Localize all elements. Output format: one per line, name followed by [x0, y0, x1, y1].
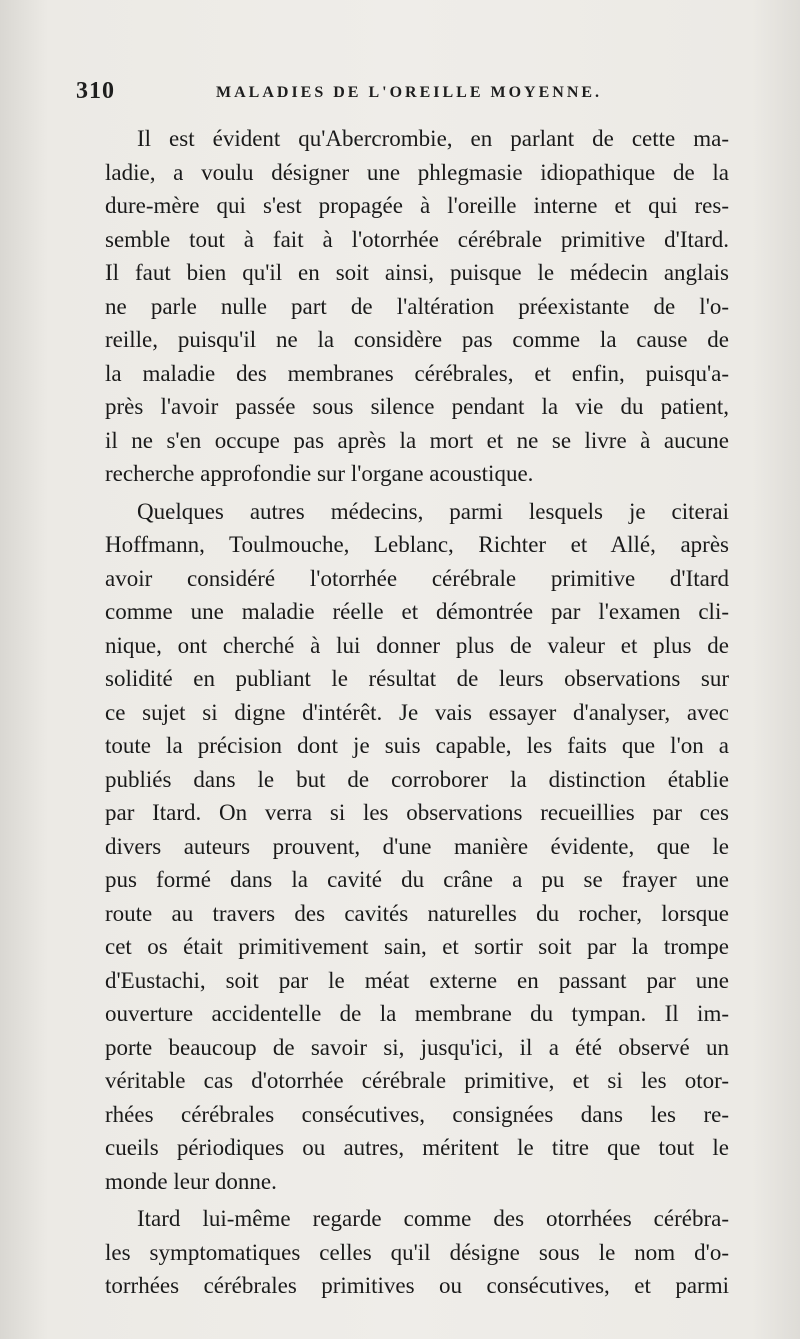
text-line: d'Eustachi, soit par le méat externe en passant par une — [105, 967, 729, 993]
text-line: solidité en publiant le résultat de leurs observations sur — [105, 666, 729, 691]
paragraph-3 — [75, 1202, 729, 1303]
text-line: dure-mère qui s'est propagée à l'oreille interne et qui res- — [105, 193, 729, 218]
text-line: véritable cas d'otorrhée cérébrale primitive, et si les otor- — [105, 1068, 729, 1093]
text-line: Il est évident qu'Abercrombie, en parlant de cette ma- — [137, 126, 729, 151]
text-line: recherche approfondie sur l'organe acoustique. — [105, 461, 534, 486]
text-line: avoir considéré l'otorrhée cérébrale primitive d'Itard — [105, 565, 729, 591]
text-line: reille, puisqu'il ne la considère pas comme la cause de — [105, 327, 729, 352]
text-line: cueils périodiques ou autres, méritent le titre que tout le — [105, 1135, 729, 1160]
page-body — [75, 122, 729, 1303]
text-line: ne parle nulle part de l'altération préexistante de l'o- — [105, 293, 729, 319]
text-line: publiés dans le but de corroborer la distinction établie — [105, 766, 729, 792]
text-line: comme une maladie réelle et démontrée par l'examen cli- — [105, 599, 729, 624]
text-line: rhées cérébrales consécutives, consignées dans les re- — [105, 1101, 729, 1127]
text-line: torrhées cérébrales primitives ou consécutives, et parmi — [105, 1273, 729, 1298]
text-line: ladie, a voulu désigner une phlegmasie idiopathique de la — [105, 159, 729, 185]
text-line: ce sujet si digne d'intérêt. Je vais essayer d'analyser, avec — [105, 699, 729, 725]
text-line: ouverture accidentelle de la membrane du tympan. Il im- — [105, 1001, 729, 1026]
text-line: divers auteurs prouvent, d'une manière évidente, que le — [105, 833, 729, 859]
text-line: nique, ont cherché à lui donner plus de valeur et plus de — [105, 632, 729, 658]
running-head: MALADIES DE L'OREILLE MOYENNE. — [216, 84, 603, 101]
text-line: la maladie des membranes cérébrales, et enfin, puisqu'a- — [105, 360, 729, 386]
text-line: cet os était primitivement sain, et sortir soit par la trompe — [105, 934, 729, 959]
paragraph-2 — [75, 495, 729, 1199]
text-line: par Itard. On verra si les observations recueillies par ces — [105, 800, 729, 825]
text-line: les symptomatiques celles qu'il désigne sous le nom d'o- — [105, 1239, 729, 1265]
text-line: porte beaucoup de savoir si, jusqu'ici, il a été observé un — [105, 1034, 729, 1060]
paragraph-1 — [75, 122, 729, 491]
text-line: route au travers des cavités naturelles du rocher, lorsque — [105, 900, 729, 926]
text-line: pus formé dans la cavité du crâne a pu se frayer une — [105, 867, 729, 892]
text-line: Il faut bien qu'il en soit ainsi, puisque le médecin anglais — [105, 260, 729, 285]
text-line: Hoffmann, Toulmouche, Leblanc, Richter et Allé, après — [105, 532, 729, 557]
text-line: Quelques autres médecins, parmi lesquels je citerai — [137, 498, 729, 524]
text-line: près l'avoir passée sous silence pendant la vie du patient, — [105, 394, 729, 419]
page-header — [76, 78, 726, 108]
text-line: toute la précision dont je suis capable, les faits que l'on a — [105, 733, 729, 758]
text-line: semble tout à fait à l'otorrhée cérébrale primitive d'Itard. — [105, 226, 729, 252]
text-line: monde leur donne. — [105, 1168, 277, 1194]
text-line: il ne s'en occupe pas après la mort et ne se livre à aucune — [105, 427, 729, 453]
text-line: Itard lui-même regarde comme des otorrhées cérébra- — [137, 1206, 729, 1231]
page-number: 310 — [76, 78, 115, 104]
